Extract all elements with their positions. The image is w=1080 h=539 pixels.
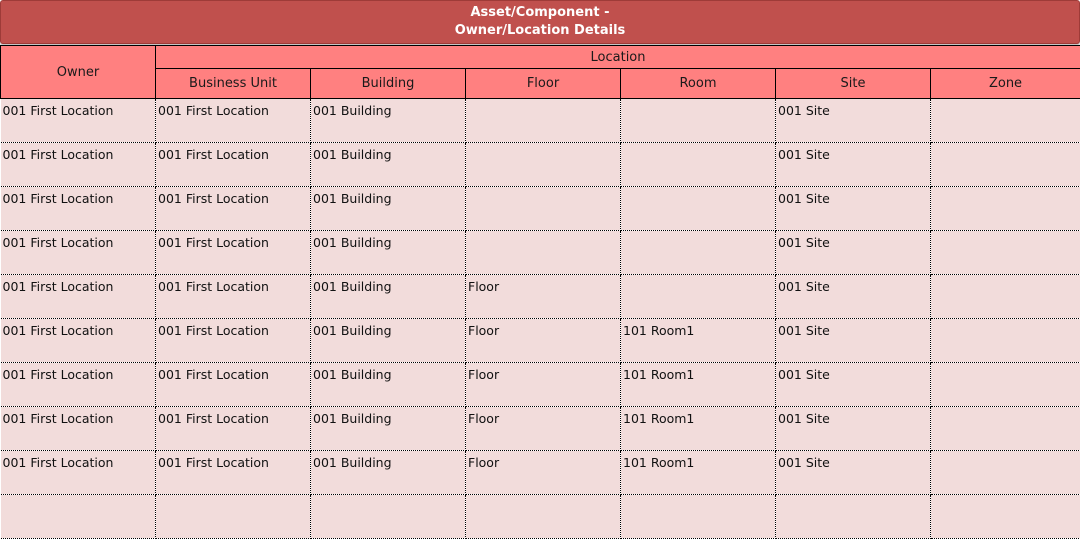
cell-zone[interactable] [931,187,1080,231]
cell-building[interactable]: 001 Building [311,451,466,495]
cell-zone[interactable] [931,275,1080,319]
table-row[interactable] [1,99,1080,143]
column-header-floor[interactable]: Floor [466,69,621,99]
cell-building[interactable]: 001 Building [311,143,466,187]
cell-business-unit[interactable]: 001 First Location [156,187,311,231]
table-row[interactable] [1,275,1080,319]
cell-site[interactable]: 001 Site [776,231,931,275]
cell-building[interactable]: 001 Building [311,363,466,407]
cell-business-unit[interactable]: 001 First Location [156,363,311,407]
cell-room[interactable]: 101 Room1 [621,407,776,451]
cell-site[interactable]: 001 Site [776,143,931,187]
cell-owner[interactable]: 001 First Location [1,407,156,451]
cell-room[interactable]: 101 Room1 [621,363,776,407]
cell-building[interactable]: 001 Building [311,99,466,143]
cell-owner[interactable]: 001 First Location [1,451,156,495]
cell-room[interactable] [621,231,776,275]
section-title-bar [0,0,1080,44]
column-group-header-location: Location [156,46,1080,69]
cell-business-unit[interactable]: 001 First Location [156,407,311,451]
cell-room[interactable] [621,143,776,187]
cell-site[interactable] [776,495,931,539]
cell-zone[interactable] [931,451,1080,495]
cell-floor[interactable]: Floor [466,407,621,451]
cell-business-unit[interactable]: 001 First Location [156,451,311,495]
cell-building[interactable] [311,495,466,539]
cell-room[interactable]: 101 Room1 [621,319,776,363]
cell-owner[interactable]: 001 First Location [1,187,156,231]
cell-owner[interactable]: 001 First Location [1,143,156,187]
cell-owner[interactable]: 001 First Location [1,275,156,319]
cell-site[interactable]: 001 Site [776,363,931,407]
cell-site[interactable]: 001 Site [776,319,931,363]
column-header-business-unit[interactable]: Business Unit [156,69,311,99]
cell-zone[interactable] [931,231,1080,275]
cell-room[interactable] [621,99,776,143]
cell-floor[interactable] [466,231,621,275]
cell-floor[interactable] [466,143,621,187]
cell-floor[interactable]: Floor [466,451,621,495]
cell-building[interactable]: 001 Building [311,187,466,231]
cell-business-unit[interactable]: 001 First Location [156,275,311,319]
cell-site[interactable]: 001 Site [776,275,931,319]
column-header-room[interactable]: Room [621,69,776,99]
cell-floor[interactable] [466,99,621,143]
cell-zone[interactable] [931,99,1080,143]
cell-owner[interactable]: 001 First Location [1,231,156,275]
cell-business-unit[interactable]: 001 First Location [156,143,311,187]
section-title-line2: Owner/Location Details [455,22,626,40]
cell-zone[interactable] [931,495,1080,539]
column-header-site[interactable]: Site [776,69,931,99]
cell-owner[interactable]: 001 First Location [1,363,156,407]
table-row[interactable] [1,451,1080,495]
cell-room[interactable] [621,275,776,319]
table-row[interactable] [1,319,1080,363]
cell-room[interactable]: 101 Room1 [621,451,776,495]
cell-business-unit[interactable]: 001 First Location [156,99,311,143]
cell-zone[interactable] [931,319,1080,363]
column-header-building[interactable]: Building [311,69,466,99]
cell-room[interactable] [621,495,776,539]
cell-owner[interactable]: 001 First Location [1,319,156,363]
cell-zone[interactable] [931,363,1080,407]
table-body [1,99,1080,539]
cell-owner[interactable]: 001 First Location [1,99,156,143]
cell-floor[interactable]: Floor [466,319,621,363]
cell-zone[interactable] [931,143,1080,187]
cell-site[interactable]: 001 Site [776,99,931,143]
table-row[interactable] [1,495,1080,539]
table-row[interactable] [1,143,1080,187]
cell-floor[interactable] [466,187,621,231]
cell-building[interactable]: 001 Building [311,231,466,275]
table-row[interactable] [1,407,1080,451]
table-row[interactable] [1,363,1080,407]
owner-location-table [0,45,1080,539]
table-row[interactable] [1,231,1080,275]
cell-floor[interactable]: Floor [466,363,621,407]
column-header-zone[interactable]: Zone [931,69,1080,99]
cell-site[interactable]: 001 Site [776,451,931,495]
cell-owner[interactable] [1,495,156,539]
cell-floor[interactable]: Floor [466,275,621,319]
cell-zone[interactable] [931,407,1080,451]
table-row[interactable] [1,187,1080,231]
cell-site[interactable]: 001 Site [776,187,931,231]
cell-building[interactable]: 001 Building [311,275,466,319]
cell-building[interactable]: 001 Building [311,407,466,451]
column-header-owner[interactable]: Owner [1,46,156,99]
cell-business-unit[interactable]: 001 First Location [156,319,311,363]
cell-business-unit[interactable]: 001 First Location [156,231,311,275]
cell-site[interactable]: 001 Site [776,407,931,451]
cell-business-unit[interactable] [156,495,311,539]
cell-room[interactable] [621,187,776,231]
section-title-line1: Asset/Component - [470,4,609,22]
cell-floor[interactable] [466,495,621,539]
cell-building[interactable]: 001 Building [311,319,466,363]
